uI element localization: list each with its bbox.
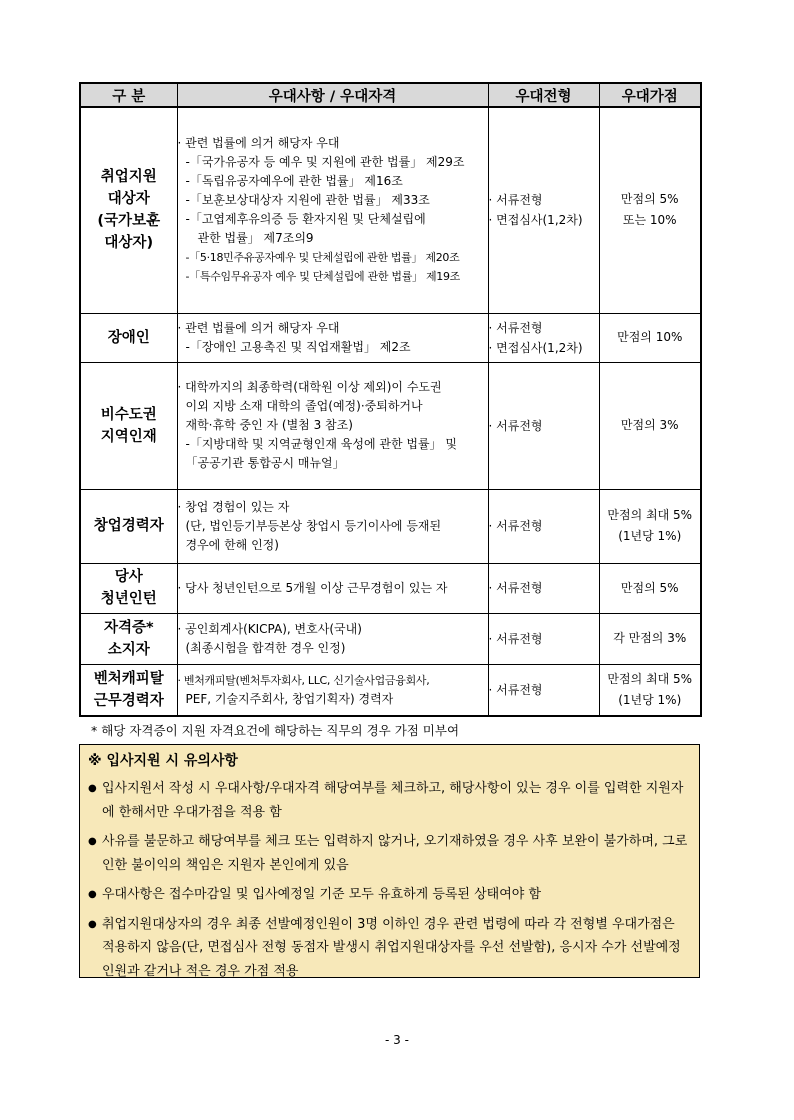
table-row [80, 613, 701, 664]
row-points [599, 313, 701, 362]
row-qualifications [177, 664, 488, 716]
qualification-line: -「보훈보상대상자 지원에 관한 법률」 제33조 [185, 193, 430, 208]
category-line: 지역인재 [100, 428, 157, 445]
qualification-line: · 벤처캐피탈(벤처투자회사, LLC, 신기술사업금융회사, [177, 673, 430, 687]
table-header-row [80, 83, 701, 107]
notice-item-text: 취업지원대상자의 경우 최종 선발예정인원이 3명 이하인 경우 관련 법령에 따라 각 전형별 우대가점은 적용하지 않음(단, 면접심사 전형 동점자 발생시 취업지원대상자를 우선 선발함), 응시자 수가 선발예정인원과 같거나 적은 경우 가점 적용 [102, 916, 681, 978]
points-line: (1년당 1%) [618, 692, 682, 707]
row-points [599, 613, 701, 664]
row-stages [488, 563, 599, 613]
bullet-icon: ● [88, 889, 97, 900]
stage-line: · 서류전형 [488, 631, 543, 646]
table-footnote: * 해당 자격증이 지원 자격요건에 해당하는 직무의 경우 가점 미부여 [91, 723, 460, 738]
qualification-line: · 관련 법률에 의거 해당자 우대 [177, 136, 340, 151]
qualification-line: 재학·휴학 중인 자 (별첨 3 참조) [185, 418, 353, 432]
notice-item [88, 777, 691, 824]
points-line: 만점의 최대 5% [607, 508, 693, 522]
qualification-line: · 대학까지의 최종학력(대학원 이상 제외)이 수도권 [177, 380, 442, 394]
stage-line: · 서류전형 [488, 682, 543, 697]
bullet-icon: ● [88, 783, 97, 794]
row-stages [488, 613, 599, 664]
stage-line: · 서류전형 [488, 193, 543, 208]
qualification-line: · 공인회계사(KICPA), 변호사(국내) [177, 621, 362, 636]
bullet-icon: ● [88, 918, 97, 930]
table-row [80, 362, 701, 489]
stage-line: · 서류전형 [488, 320, 543, 335]
document-page [79, 82, 700, 978]
header-category: 구 분 [80, 83, 177, 107]
table-row [80, 664, 701, 716]
stage-line: · 서류전형 [488, 581, 543, 595]
qualification-line: -「독립유공자예우에 관한 법률」 제16조 [185, 174, 403, 189]
qualification-line: -「5·18민주유공자예우 및 단체설립에 관한 법률」 제20조 [185, 251, 460, 265]
qualification-line: -「국가유공자 등 예우 및 지원에 관한 법률」 제29조 [185, 155, 465, 170]
category-line: 자격증* [103, 619, 154, 636]
stage-line: · 면접심사(1,2차) [488, 340, 583, 355]
category-line: 당사 [114, 569, 143, 585]
row-category [80, 613, 177, 664]
category-line: (국가보훈 [97, 213, 161, 230]
row-qualifications [177, 613, 488, 664]
qualification-line: 경우에 한해 인정) [185, 537, 279, 552]
row-stages [488, 107, 599, 313]
row-points [599, 107, 701, 313]
row-category [80, 362, 177, 489]
row-points [599, 489, 701, 563]
row-points [599, 362, 701, 489]
row-qualifications [177, 313, 488, 362]
table-row [80, 313, 701, 362]
row-points [599, 563, 701, 613]
qualification-line: -「특수임무유공자 예우 및 단체설립에 관한 법률」 제19조 [185, 270, 460, 284]
row-category [80, 107, 177, 313]
points-line: 만점의 5% [620, 580, 679, 595]
stage-line: · 서류전형 [488, 418, 543, 433]
qualification-line: · 창업 경험이 있는 자 [177, 499, 290, 514]
category-line: 청년인턴 [100, 591, 157, 607]
row-category [80, 489, 177, 563]
points-line: (1년당 1%) [618, 529, 682, 543]
qualification-line: 「공공기관 통합공시 매뉴얼」 [185, 456, 345, 470]
row-stages [488, 362, 599, 489]
row-stages [488, 313, 599, 362]
notice-item-text: 입사지원서 작성 시 우대사항/우대자격 해당여부를 체크하고, 해당사항이 있는 경우 이를 입력한 지원자에 한해서만 우대가점을 적용 함 [102, 781, 684, 820]
row-category [80, 313, 177, 362]
notice-item [88, 830, 691, 877]
qualification-line: (단, 법인등기부등본상 창업시 등기이사에 등재된 [185, 518, 442, 533]
qualification-line: -「고엽제후유의증 등 환자지원 및 단체설립에 [185, 212, 426, 227]
qualification-line: -「장애인 고용촉진 및 직업재활법」 제2조 [185, 339, 411, 354]
row-qualifications [177, 362, 488, 489]
category-line: 비수도권 [100, 406, 157, 423]
bullet-icon: ● [88, 836, 97, 847]
points-line: 만점의 최대 5% [607, 671, 693, 686]
qualification-line: -「지방대학 및 지역균형인재 육성에 관한 법률」 및 [185, 437, 457, 451]
notice-item [88, 883, 691, 907]
notice-item [88, 913, 691, 979]
row-category [80, 664, 177, 716]
header-qualifications: 우대사항 / 우대자격 [177, 83, 488, 107]
notice-item-text: 사유를 불문하고 해당여부를 체크 또는 입력하지 않거나, 오기재하였을 경우 사후 보완이 불가하며, 그로 인한 불이익의 책임은 지원자 본인에게 있음 [102, 834, 688, 873]
row-qualifications [177, 563, 488, 613]
points-line: 또는 10% [622, 213, 677, 228]
category-line: 소지자 [107, 641, 150, 658]
stage-line: · 서류전형 [488, 519, 543, 533]
category-line: 취업지원 [100, 169, 157, 186]
header-stages: 우대전형 [488, 83, 599, 107]
row-qualifications [177, 107, 488, 313]
category-line: 근무경력자 [93, 692, 164, 709]
qualification-line: · 당사 청년인턴으로 5개월 이상 근무경험이 있는 자 [177, 580, 448, 595]
qualification-line: 관한 법률」 제7조의9 [197, 231, 314, 246]
table-row [80, 563, 701, 613]
stage-line: · 면접심사(1,2차) [488, 213, 583, 228]
category-line: 대상자 [107, 191, 150, 208]
qualification-line: (최종시험을 합격한 경우 인정) [185, 640, 346, 655]
qualification-line: PEF, 기술지주회사, 창업기획자) 경력자 [185, 691, 394, 706]
category-line: 대상자) [104, 235, 154, 252]
category-line: 창업경력자 [93, 518, 164, 534]
table-row [80, 489, 701, 563]
qualification-line: 이외 지방 소재 대학의 졸업(예정)·중퇴하거나 [185, 399, 423, 413]
row-stages [488, 489, 599, 563]
points-line: 만점의 5% [620, 192, 679, 207]
points-line: 만점의 3% [620, 418, 679, 432]
row-qualifications [177, 489, 488, 563]
notice-title: ※ 입사지원 시 유의사항 [88, 753, 238, 769]
notice-box [79, 744, 700, 978]
preference-table [79, 82, 702, 717]
points-line: 만점의 10% [617, 330, 683, 344]
row-stages [488, 664, 599, 716]
row-points [599, 664, 701, 716]
category-line: 장애인 [107, 329, 150, 346]
category-line: 벤처캐피탈 [93, 670, 164, 687]
header-points: 우대가점 [599, 83, 701, 107]
table-row [80, 107, 701, 313]
row-category [80, 563, 177, 613]
notice-item-text: 우대사항은 접수마감일 및 입사예정일 기준 모두 유효하게 등록된 상태여야 함 [102, 887, 542, 902]
qualification-line: · 관련 법률에 의거 해당자 우대 [177, 320, 340, 335]
points-line: 각 만점의 3% [613, 631, 687, 645]
page-number: - 3 - [385, 1033, 409, 1047]
